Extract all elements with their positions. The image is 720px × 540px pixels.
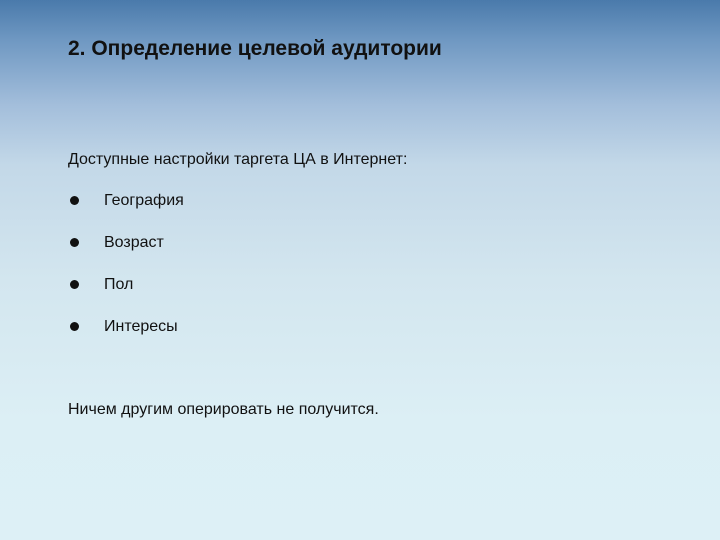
bullet-dot-icon (70, 280, 79, 289)
slide-title: 2. Определение целевой аудитории (68, 37, 442, 60)
bullet-label: Интересы (104, 318, 178, 335)
bullet-dot-icon (70, 196, 79, 205)
bullet-dot-icon (70, 322, 79, 331)
bullet-label: География (104, 192, 184, 209)
bullet-label: Возраст (104, 234, 164, 251)
closing-text: Ничем другим оперировать не получится. (68, 401, 379, 418)
bullet-dot-icon (70, 238, 79, 247)
intro-text: Доступные настройки таргета ЦА в Интернет: (68, 151, 408, 168)
bullet-label: Пол (104, 276, 134, 293)
